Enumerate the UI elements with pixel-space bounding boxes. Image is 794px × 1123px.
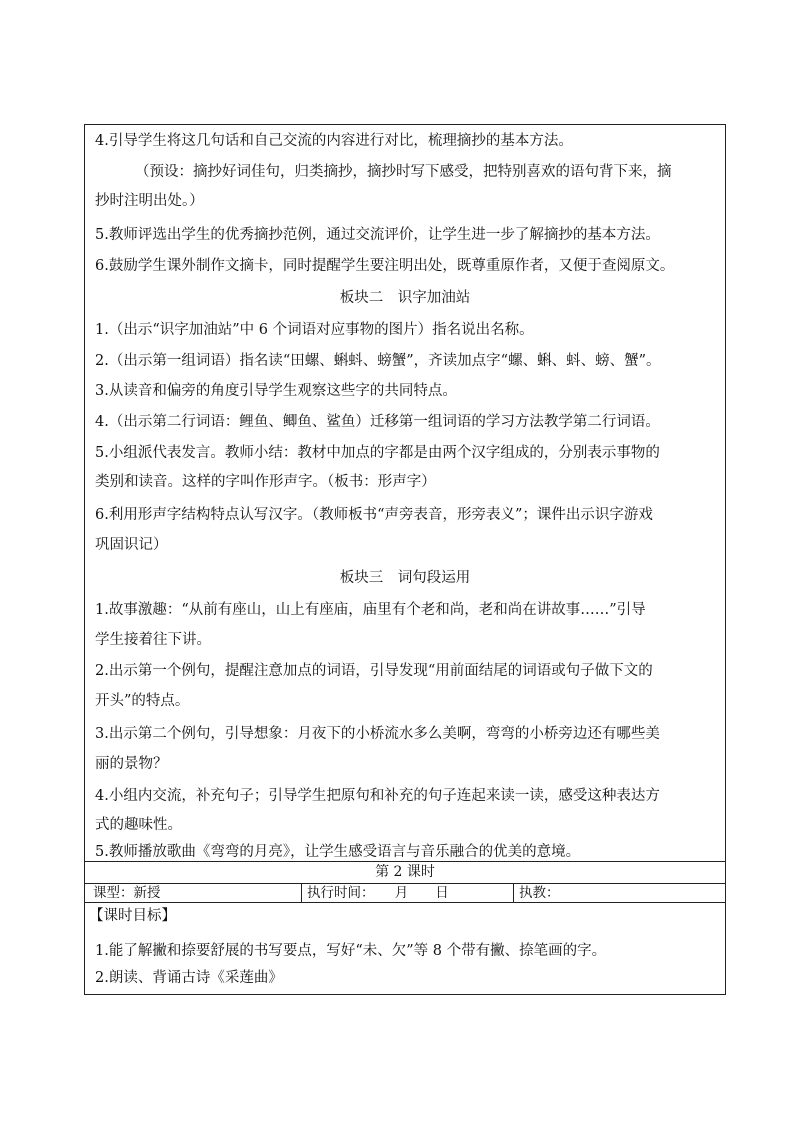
content-line: 5.教师评选出学生的优秀摘抄范例，通过交流评价，让学生进一步了解摘抄的基本方法。 — [95, 227, 660, 243]
content-line: 2.（出示第一组词语）指名读“田螺、蝌蚪、螃蟹”，齐读加点字“螺、蝌、蚪、螃、蟹”。 — [95, 353, 661, 369]
content-line: 抄时注明出处。） — [95, 193, 204, 209]
content-line: 4.（出示第二行词语：鲤鱼、鲫鱼、鲨鱼）迁移第一组词语的学习方法教学第二行词语。 — [95, 414, 660, 430]
content-line: 4.小组内交流，补充句子；引导学生把原句和补充的句子连起来读一读，感受这种表达方 — [95, 788, 660, 804]
lesson-type: 课型：新授 — [93, 885, 161, 901]
content-line: 1.（出示“识字加油站”中 6 个词语对应事物的图片）指名说出名称。 — [95, 322, 534, 338]
lesson-plan-table — [84, 124, 726, 995]
content-line: 5.教师播放歌曲《弯弯的月亮》，让学生感受语言与音乐融合的优美的意境。 — [95, 844, 581, 860]
lesson-info-row — [85, 884, 725, 903]
goals-heading: 【课时目标】 — [89, 908, 176, 924]
content-line: 1.故事激趣：“从前有座山，山上有座庙，庙里有个老和尚，老和尚在讲故事……”引导 — [95, 602, 646, 618]
content-line: （预设：摘抄好词佳句，归类摘抄，摘抄时写下感受，把特别喜欢的语句背下来，摘 — [135, 164, 672, 180]
content-line: 类别和读音。这样的字叫作形声字。（板书：形声字） — [95, 474, 436, 490]
lesson-title: 第 2 课时 — [375, 864, 435, 880]
execution-time: 执行时间： 月 日 — [307, 885, 449, 901]
teacher: 执教： — [519, 885, 560, 901]
content-line: 6.鼓励学生课外制作文摘卡，同时提醒学生要注明出处，既尊重原作者，又便于查阅原文。 — [95, 258, 675, 274]
content-line: 丽的景物？ — [95, 756, 168, 772]
content-line: 6.利用形声字结构特点认写汉字。（教师板书“声旁表音，形旁表义”；课件出示识字游戏 — [95, 507, 653, 523]
content-line: 开头”的特点。 — [95, 693, 190, 709]
content-line: 2.出示第一个例句，提醒注意加点的词语，引导发现“用前面结尾的词语或句子做下文的 — [95, 663, 653, 679]
cell-divider — [301, 884, 302, 902]
lesson-title-row — [85, 861, 725, 884]
cell-divider — [513, 884, 514, 902]
content-line: 巩固识记） — [95, 537, 168, 553]
goal-item: 1.能了解撇和捺要舒展的书写要点，写好“未、欠”等 8 个带有撇、捺笔画的字。 — [95, 943, 607, 959]
content-line: 3.从读音和偏旁的角度引导学生观察这些字的共同特点。 — [95, 383, 457, 399]
content-line: 3.出示第二个例句，引导想象：月夜下的小桥流水多么美啊，弯弯的小桥旁边还有哪些美 — [95, 726, 660, 742]
section-heading: 板块三 词句段运用 — [339, 570, 471, 586]
lesson-content-cell — [85, 125, 725, 862]
content-line: 学生接着往下讲。 — [95, 632, 211, 648]
content-line: 式的趣味性。 — [95, 817, 182, 833]
goal-item: 2.朗读、背诵古诗《采莲曲》 — [95, 970, 283, 986]
content-line: 5.小组派代表发言。教师小结：教材中加点的字都是由两个汉字组成的，分别表示事物的 — [95, 445, 660, 461]
content-line: 4.引导学生将这几句话和自己交流的内容进行对比，梳理摘抄的基本方法。 — [95, 133, 573, 149]
section-heading: 板块二 识字加油站 — [339, 290, 471, 306]
